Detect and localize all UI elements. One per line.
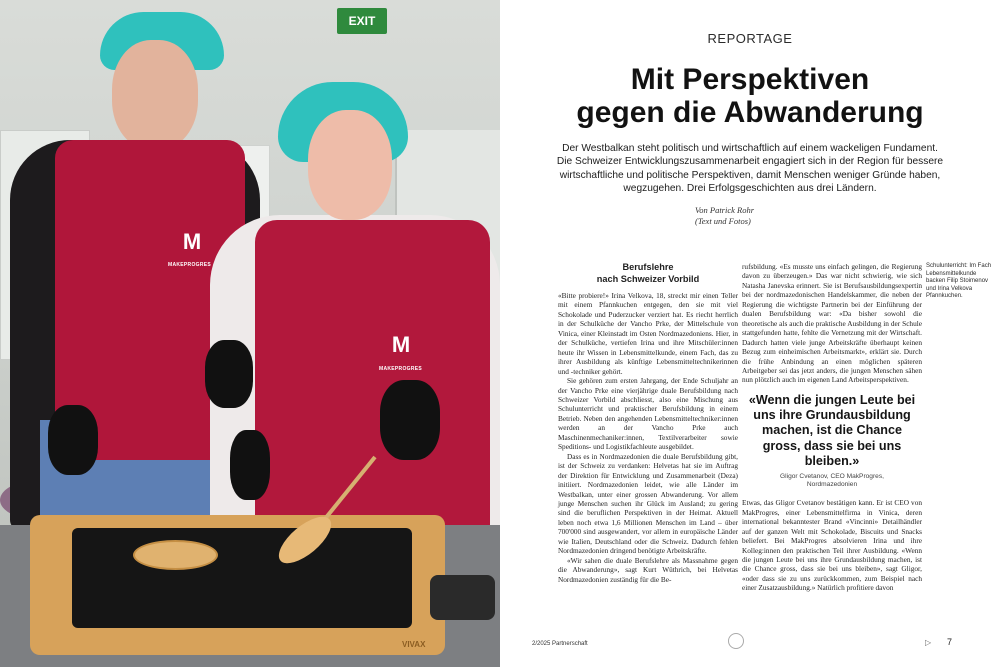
section-heading-line-1: Berufslehre: [622, 262, 674, 272]
spatula: [270, 455, 380, 565]
kicker: REPORTAGE: [707, 31, 793, 46]
pull-quote-attribution: [742, 473, 922, 489]
body-paragraph: Etwas, das Gligor Cvetanov bestätigen kann. Er ist CEO von MakProgres, einer Lebensmittelfirma in Vinica, deren international bekanntester Brand «Vincinni» Detailhändler auf der ganzen Welt mit Schokolade, Biscuits und Snacks beliefert. Bei MakProgres absolvieren Irina und ihre Kolleg:innen den praktischen Teil ihrer Ausbildung. «Wenn die jungen Leute bei uns ihre Grundausbildung machen, ist die Chance gross, dass sie bei uns bleiben», sagt Gligor, «oder dass sie zu uns zurückkommen, zum Beispiel nach einer Zusatzausbildung.» Natürlich profitiere davon: [742, 498, 922, 593]
article: [500, 0, 1000, 667]
byline-author: Von Patrick Rohr: [695, 205, 755, 215]
body-paragraph: Sie gehören zum ersten Jahrgang, der Ende Schuljahr an der Vancho Prke eine vierjährige duale Berufsbildung nach Schweizer Vorbild abschliesst, also eine Mischung aus Schulunterricht und praktischer Berufsbildung in einem Betrieb. Neben den angehenden Lebensmitteltechniker:innen werden an der Vancho Prke auch Maschinenmechaniker:innen, Textilverarbeiter sowie Speditions- und Logistikfachleute ausgebildet.: [558, 376, 738, 452]
section-heading-line-2: nach Schweizer Vorbild: [596, 273, 700, 284]
glove-right-a: [205, 340, 253, 408]
student-left-face: [112, 40, 198, 150]
apron-logo-word: MAKEPROGRES: [379, 366, 423, 372]
pancake: [133, 540, 218, 570]
student-right-face: [308, 110, 392, 220]
apron-logo-word: MAKEPROGRES: [168, 262, 212, 268]
body-paragraph: rufsbildung. «Es musste uns einfach gelingen, die Regierung davon zu überzeugen.» Das war nicht schwierig, wie sich Natasha Janevska erinnert. Sie ist Berufsausbildungsexpertin bei der nordmazedonischen Handelskammer, die neben der Regierung die wichtigste Partnerin bei der Einführung der dualen Berufsbildung war: «Da bisher sowohl die theoretische als auch die praktische Ausbildung in der Schule stattgefunden hatte, fehlte die Vernetzung mit der Wirtschaft. Dadurch hatten viele junge Arbeitskräfte überhaupt keinen Bezug zum einheimischen Arbeitsmarkt», erklärt sie. Durch die frühe Anbindung an einen möglichen späteren Arbeitgeber sei das jetzt anders, die jungen Menschen sähen nun plötzlich auch im eigenen Land Arbeitsperspektiven.: [742, 262, 922, 385]
pull-quote: «Wenn die jungen Leute bei uns ihre Grundausbildung machen, ist die Chance gross, dass sie bei uns bleiben.»: [748, 392, 916, 468]
griddle-brand: VIVAX: [402, 640, 426, 649]
lead-paragraph: Der Westbalkan steht politisch und wirtschaftlich auf einem wackeligen Fundament. Die Schweizer Entwicklungszusammenarbeit engagiert sich in der Region für bessere wirtschaftliche und politische Perspektiven, damit Menschen weniger Gründe haben, wegzugehen. Drei Erfolgsgeschichten aus drei Ländern.: [556, 143, 944, 195]
headline-line-1: Mit Perspektiven: [630, 63, 870, 96]
pull-quote-cite-line-1: Gligor Cvetanov, CEO MakProgres,: [780, 472, 884, 480]
apron-logo-icon: M: [391, 332, 411, 357]
body-paragraph: «Bitte probiere!» Irina Velkova, 18, streckt mir einen Teller mit einem Pfannkuchen entgegen, den sie mit viel Schokolade und Puderzucker verziert hat. Es riecht herrlich in der Schulküche der Vancho Prke, der Mittelschule von Vinica, einer Kleinstadt im Osten Nordmazedoniens. Hier, in der Schulküche, vertiefen Irina und ihre Mitschüler:innen heute ihr Wissen in Lebensmittelkunde, einem Fach, das zu ihrer Ausbildung als künftige Lebensmitteltechnikerinnen und -techniker gehört.: [558, 291, 738, 376]
glove-right-b: [380, 380, 440, 460]
body-paragraph: Dass es in Nordmazedonien die duale Berufsbildung gibt, ist der Schweiz zu verdanken: Helvetas hat sie im Auftrag der Direktion für Entwicklung und Zusammenarbeit (Deza) initiiert. Nordmazedonien leidet, wie alle Länder im Westbalkan, unter einer grossen Abwanderung. Vor allem junge Menschen suchen ihr Glück im Ausland; zu gering sind die beruflichen Perspektiven in der Heimat. Aktuell leben noch etwa 1,6 Millionen Menschen im Land – über 700'000 sind ausgewandert, vor allem in europäische Länder wie Italien, Deutschland oder die Schweiz. Dadurch fehlen Nordmazedonien dringend benötigte Arbeitskräfte.: [558, 451, 738, 556]
glove-right-c: [230, 430, 270, 500]
headline-line-2: gegen die Abwanderung: [576, 96, 924, 129]
globe-emblem-icon: [728, 633, 744, 649]
byline: [695, 205, 805, 227]
page-number: 7: [947, 637, 953, 647]
continue-arrow-icon: ▷: [925, 638, 932, 647]
column-2: [742, 262, 922, 593]
footer-issue: 2/2025 Partnerschaft: [532, 641, 588, 647]
byline-note: (Text und Fotos): [695, 216, 751, 226]
pull-quote-cite-line-2: Nordmazedonien: [806, 481, 858, 489]
apron-logo-icon: M: [182, 229, 202, 254]
photo-caption: Schulunterricht: Im Fach Lebensmittelkunde backen Filip Stoimenov und Irina Velkova Pfannkuchen.: [926, 263, 992, 300]
glove-left: [48, 405, 98, 475]
section-heading: [558, 262, 738, 285]
exit-sign: EXIT: [337, 8, 387, 34]
body-paragraph: «Wir sahen die duale Berufslehre als Massnahme gegen die Abwanderung», sagt Kurt Wüthrich, bei Helvetas Nordmazedonien zuständig für die Be-: [558, 555, 738, 584]
headline: [500, 63, 1000, 129]
griddle-control: [430, 575, 495, 620]
column-1: [558, 262, 738, 584]
